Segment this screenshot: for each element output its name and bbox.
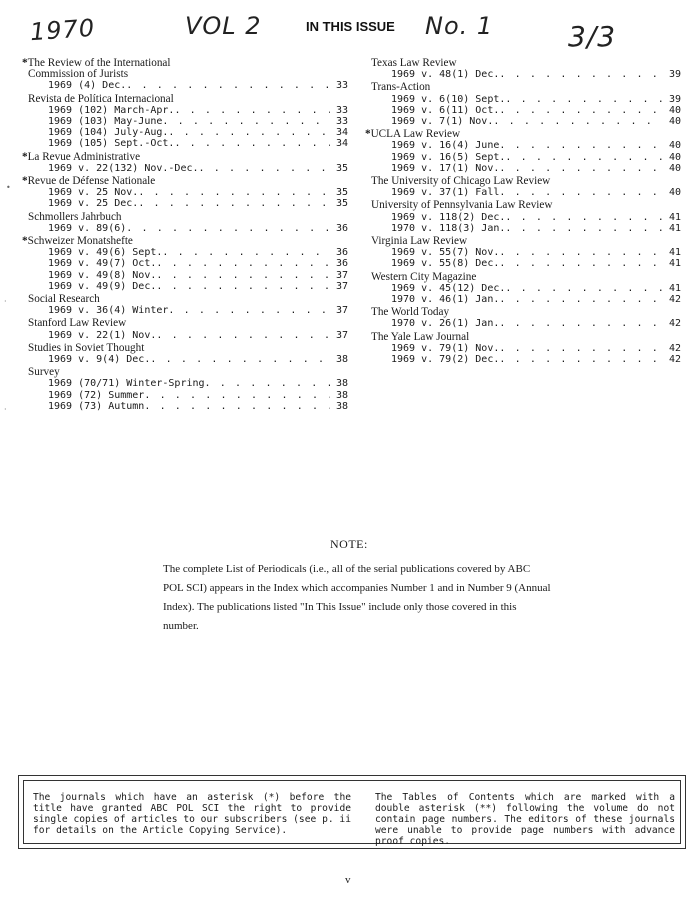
issue-label: 1969 (4) Dec. [48, 80, 127, 92]
page-ref: 41 [668, 247, 681, 259]
dot-leader [499, 140, 663, 151]
dot-leader [499, 318, 663, 329]
issue-entry [365, 163, 681, 174]
dot-leader [505, 94, 663, 105]
journal-title [22, 212, 348, 223]
dot-leader [156, 281, 330, 292]
asterisk-marker: * [365, 128, 371, 141]
handwritten-number: No. 1 [425, 12, 494, 40]
journal-block [22, 294, 348, 316]
page-ref: 33 [335, 104, 348, 116]
issue-label: 1969 (104) July-Aug. [48, 127, 169, 139]
dot-leader [126, 80, 330, 91]
issue-entry [365, 223, 681, 234]
page-ref: 36 [335, 222, 348, 234]
journal-block [365, 272, 681, 306]
journal-title-line: Trans-Action [371, 81, 431, 94]
journal-title [365, 200, 681, 211]
issue-label: 1969 v. 16(5) Sept. [391, 151, 506, 163]
page-ref: 37 [335, 269, 348, 281]
journal-title-line: Virginia Law Review [371, 235, 468, 248]
journal-block [22, 58, 348, 92]
issue-label: 1969 (70/71) Winter-Spring [48, 378, 205, 390]
dot-leader [499, 69, 663, 80]
dot-leader [156, 330, 330, 341]
dot-leader [499, 343, 663, 354]
issue-label: 1969 v. 36(4) Winter [48, 305, 169, 317]
note-heading: NOTE: [330, 537, 368, 551]
issue-entry [365, 94, 681, 105]
journal-title-line: University of Pennsylvania Law Review [371, 199, 553, 212]
journal-block [365, 176, 681, 198]
issue-label: 1969 v. 55(7) Nov. [391, 247, 500, 259]
page-ref: 40 [668, 116, 681, 128]
journal-title-line: The Yale Law Journal [371, 330, 470, 343]
dot-leader [162, 247, 330, 258]
issue-entry [365, 247, 681, 258]
dot-leader [138, 187, 330, 198]
issue-label: 1969 v. 22(1) Nov. [48, 329, 157, 341]
page-ref: 42 [668, 318, 681, 330]
handwritten-fraction: 3/3 [568, 20, 617, 53]
dot-leader [126, 223, 330, 234]
issue-entry [22, 305, 348, 316]
issue-label: 1969 (103) May-June [48, 116, 163, 128]
issue-entry [365, 343, 681, 354]
page-number: v [345, 874, 351, 886]
journal-title-line: Schmollers Jahrbuch [28, 210, 122, 223]
journal-title [22, 343, 348, 354]
page-ref: 42 [668, 294, 681, 306]
dot-leader [205, 378, 330, 389]
scan-mark: · [4, 297, 7, 306]
journal-title-line: The Review of the International [27, 57, 171, 69]
dot-leader [168, 305, 330, 316]
issue-label: 1969 (102) March-Apr. [48, 104, 175, 116]
journal-title [365, 236, 681, 247]
issue-label: 1969 v. 6(10) Sept. [391, 93, 506, 105]
issue-entry [365, 187, 681, 198]
issue-label: 1969 v. 17(1) Nov. [391, 162, 500, 174]
issue-entry [365, 283, 681, 294]
journal-title-line: Revista de Política Internacional [28, 92, 174, 105]
dot-leader [499, 354, 663, 365]
issue-entry [22, 258, 348, 269]
page-ref: 42 [668, 342, 681, 354]
issue-entry [22, 247, 348, 258]
journal-block [22, 343, 348, 365]
journal-title-line: Stanford Law Review [28, 317, 127, 330]
issue-entry [22, 138, 348, 149]
asterisk-marker: * [22, 235, 28, 248]
dot-leader [499, 163, 663, 174]
page-ref: 37 [335, 280, 348, 292]
journal-title-line: Survey [28, 366, 60, 379]
issue-entry [22, 390, 348, 401]
journal-title [365, 332, 681, 343]
issue-entry [22, 80, 348, 91]
page-ref: 38 [335, 400, 348, 412]
page-title: IN THIS ISSUE [306, 19, 395, 34]
scan-mark: · [4, 405, 7, 414]
issue-label: 1969 (73) Autumn [48, 400, 145, 412]
note-body: The complete List of Periodicals (i.e., all of the serial publications covered by ABC POL SCI) appears in the Index which accompanies Number 1 and in Number 9 (Annual Index). The publications listed "In This Issue" include only those covered in this number. [163, 563, 551, 632]
dot-leader [499, 247, 663, 258]
issue-label: 1969 v. 49(8) Nov. [48, 269, 157, 281]
journal-block [22, 318, 348, 340]
issue-label: 1969 v. 49(7) Oct. [48, 258, 157, 270]
dot-leader [199, 163, 330, 174]
issue-label: 1969 v. 79(1) Nov. [391, 342, 500, 354]
page-ref: 39 [668, 69, 681, 81]
issue-label: 1969 v. 45(12) Dec. [391, 282, 506, 294]
journal-title-line: Studies in Soviet Thought [28, 341, 145, 354]
dot-leader [499, 105, 663, 116]
journal-title-line: UCLA Law Review [370, 128, 461, 141]
page-ref: 41 [668, 282, 681, 294]
asterisk-marker: * [22, 150, 28, 163]
issue-entry [365, 69, 681, 80]
journal-title-line: Revue de Défense Nationale [27, 175, 156, 188]
page-ref: 35 [335, 198, 348, 210]
issue-label: 1969 v. 79(2) Dec. [391, 354, 500, 366]
journal-block [22, 236, 348, 292]
journal-title [22, 294, 348, 305]
journal-title-line: Social Research [28, 293, 100, 306]
footer-box [18, 775, 686, 849]
journal-block [365, 82, 681, 127]
journal-title [22, 318, 348, 329]
journal-title [365, 129, 681, 140]
journal-title [22, 58, 348, 80]
issue-entry [365, 354, 681, 365]
dot-leader [505, 152, 663, 163]
journal-title [22, 176, 348, 187]
page-ref: 40 [668, 162, 681, 174]
page-ref: 40 [668, 151, 681, 163]
dot-leader [499, 294, 663, 305]
issue-label: 1969 v. 48(1) Dec. [391, 69, 500, 81]
journal-block [365, 200, 681, 234]
journal-title-line: The World Today [371, 306, 450, 319]
page-ref: 36 [335, 247, 348, 259]
journal-title [22, 236, 348, 247]
issue-label: 1969 v. 25 Dec. [48, 198, 139, 210]
journal-title-line: Western City Magazine [371, 270, 477, 283]
contents-column-left [22, 58, 348, 414]
journal-title [365, 82, 681, 93]
issue-entry [22, 187, 348, 198]
issue-entry [365, 212, 681, 223]
page-ref: 38 [335, 378, 348, 390]
issue-entry [365, 105, 681, 116]
scan-mark: • [6, 183, 11, 192]
issue-entry [365, 140, 681, 151]
issue-entry [22, 198, 348, 209]
page-ref: 34 [335, 127, 348, 139]
issue-label: 1969 v. 118(2) Dec. [391, 211, 506, 223]
dot-leader [156, 270, 330, 281]
dot-leader [168, 127, 330, 138]
issue-entry [365, 152, 681, 163]
dot-leader [174, 105, 330, 116]
issue-entry [365, 318, 681, 329]
issue-entry [22, 105, 348, 116]
journal-block [22, 94, 348, 150]
issue-entry [22, 223, 348, 234]
issue-label: 1969 v. 49(9) Dec. [48, 280, 157, 292]
page-ref: 40 [668, 187, 681, 199]
issue-label: 1969 v. 49(6) Sept. [48, 247, 163, 259]
page-ref: 38 [335, 354, 348, 366]
issue-entry [22, 281, 348, 292]
dot-leader [144, 401, 330, 412]
journal-title-line: Texas Law Review [371, 57, 457, 69]
journal-title [365, 272, 681, 283]
journal-block [22, 212, 348, 234]
journal-block [365, 307, 681, 329]
journal-block [22, 152, 348, 174]
dot-leader [505, 283, 663, 294]
issue-entry [22, 163, 348, 174]
issue-label: 1969 v. 7(1) Nov. [391, 116, 494, 128]
journal-title-line: The University of Chicago Law Review [371, 175, 551, 188]
dot-leader [156, 258, 330, 269]
journal-title [365, 307, 681, 318]
dot-leader [174, 138, 330, 149]
journal-block [365, 58, 681, 80]
page-ref: 41 [668, 258, 681, 270]
page-ref: 33 [335, 80, 348, 92]
dot-leader [493, 116, 663, 127]
issue-entry [22, 354, 348, 365]
dot-leader [150, 354, 330, 365]
asterisk-marker: * [22, 175, 28, 188]
dot-leader [144, 390, 330, 401]
issue-label: 1969 v. 9(4) Dec. [48, 354, 151, 366]
issue-entry [365, 294, 681, 305]
issue-label: 1970 v. 118(3) Jan. [391, 222, 506, 234]
journal-block [365, 129, 681, 174]
issue-label: 1969 v. 6(11) Oct. [391, 104, 500, 116]
handwritten-year: 1970 [29, 13, 96, 47]
issue-entry [22, 127, 348, 138]
issue-label: 1969 v. 16(4) June [391, 140, 500, 152]
issue-entry [365, 258, 681, 269]
journal-title [365, 176, 681, 187]
dot-leader [505, 223, 663, 234]
dot-leader [499, 187, 663, 198]
issue-entry [22, 330, 348, 341]
dot-leader [162, 116, 330, 127]
contents-column-right [365, 58, 681, 367]
page-ref: 40 [668, 104, 681, 116]
page-ref: 35 [335, 187, 348, 199]
journal-title [365, 58, 681, 69]
page-ref: 38 [335, 389, 348, 401]
page-ref: 42 [668, 354, 681, 366]
page-ref: 35 [335, 162, 348, 174]
issue-entry [22, 116, 348, 127]
journal-title-line: Commission of Jurists [28, 68, 129, 81]
dot-leader [505, 212, 663, 223]
page-ref: 36 [335, 258, 348, 270]
issue-label: 1969 (105) Sept.-Oct. [48, 138, 175, 150]
handwritten-volume: VOL 2 [185, 12, 262, 40]
journal-title [22, 94, 348, 105]
page-ref: 40 [668, 140, 681, 152]
issue-label: 1970 v. 26(1) Jan. [391, 318, 500, 330]
page-ref: 37 [335, 329, 348, 341]
footer-asterisk-note: The journals which have an asterisk (*) before the title have granted ABC POL SCI the right to provide single copies of articles to our subscribers (see p. ii for details on the Article Copying Service). [33, 792, 351, 836]
issue-entry [22, 270, 348, 281]
asterisk-marker: * [22, 57, 28, 69]
journal-title [22, 367, 348, 378]
issue-label: 1969 v. 22(132) Nov.-Dec. [48, 162, 199, 174]
journal-block [365, 236, 681, 270]
issue-label: 1969 v. 25 Nov. [48, 187, 139, 199]
issue-entry [22, 401, 348, 412]
issue-label: 1970 v. 46(1) Jan. [391, 294, 500, 306]
issue-label: 1969 v. 89(6) [48, 222, 127, 234]
journal-block [365, 332, 681, 366]
page-ref: 37 [335, 305, 348, 317]
page-ref: 39 [668, 93, 681, 105]
issue-entry [365, 116, 681, 127]
dot-leader [138, 198, 330, 209]
journal-title-line: La Revue Administrative [27, 150, 141, 163]
journal-block [22, 176, 348, 210]
page-ref: 41 [668, 211, 681, 223]
issue-entry [22, 378, 348, 389]
issue-label: 1969 v. 37(1) Fall [391, 187, 500, 199]
journal-title [22, 152, 348, 163]
page-ref: 34 [335, 138, 348, 150]
page-ref: 41 [668, 222, 681, 234]
journal-title-line: Schweizer Monatshefte [27, 235, 133, 248]
page-ref: 33 [335, 116, 348, 128]
dot-leader [499, 258, 663, 269]
journal-block [22, 367, 348, 412]
issue-label: 1969 v. 55(8) Dec. [391, 258, 500, 270]
footer-double-asterisk-note: The Tables of Contents which are marked with a double asterisk (**) following the volume do not contain page numbers. The editors of these journals were unable to provide page numbers with advance proof copies. [375, 792, 675, 847]
issue-label: 1969 (72) Summer [48, 389, 145, 401]
